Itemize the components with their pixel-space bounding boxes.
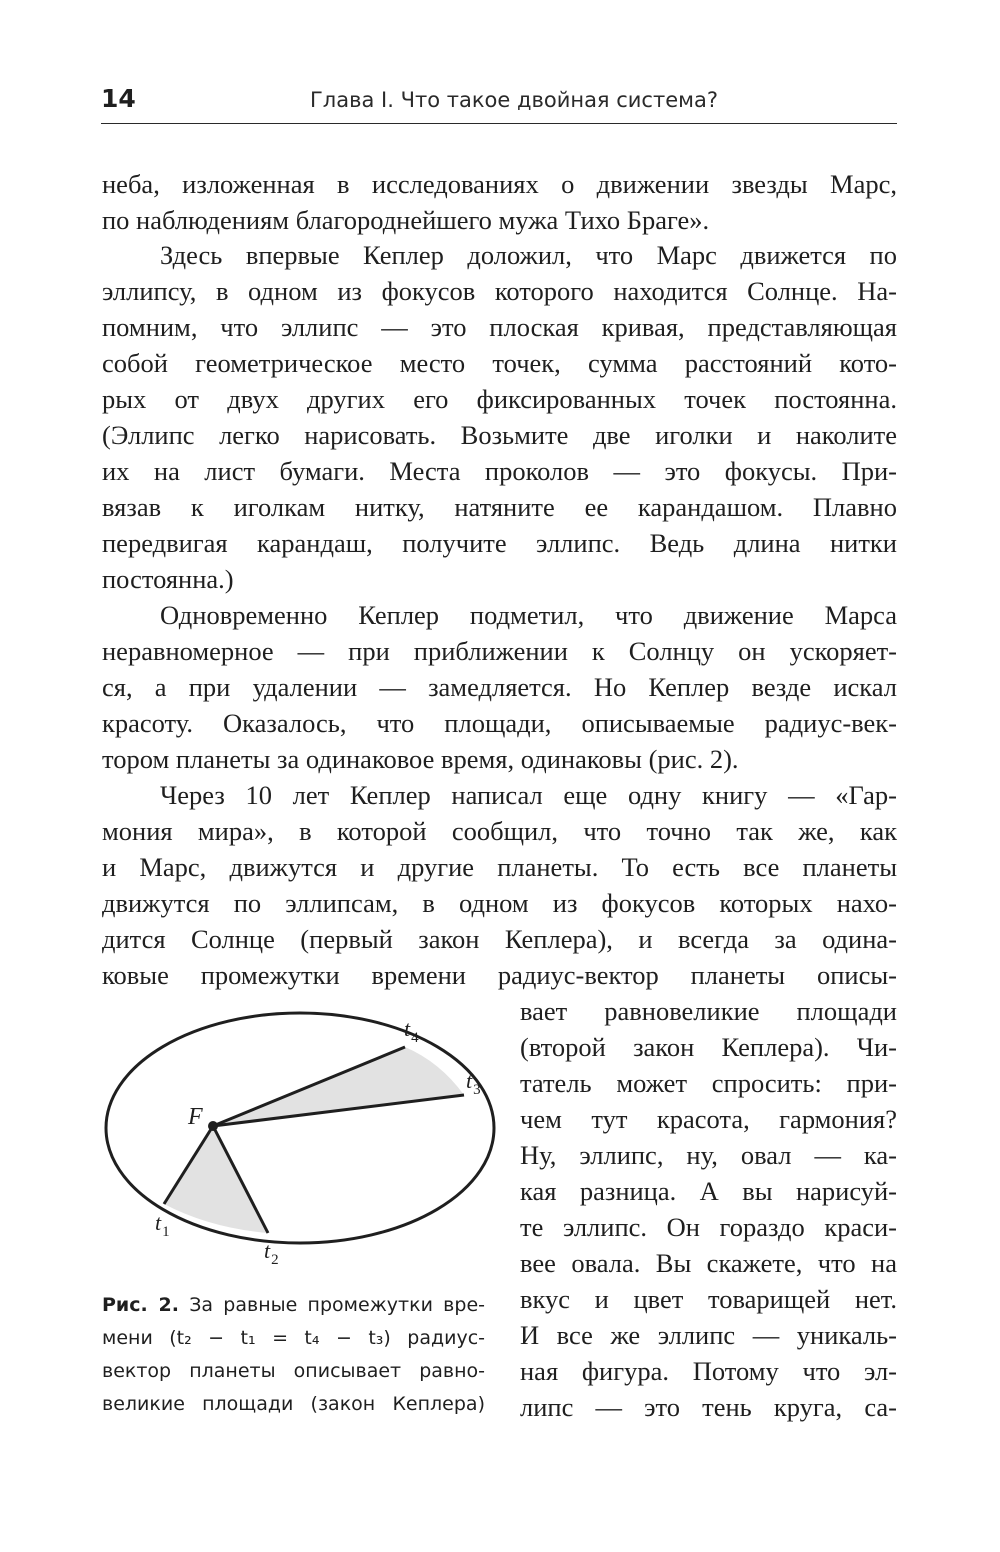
body-line: тором планеты за одинаковое время, одинаковы (рис. 2). — [102, 744, 739, 774]
body-line: ся, а при удалении — замедляется. Но Кеплер везде искал — [102, 672, 897, 702]
body-line: неба, изложенная в исследованиях о движении звезды Марс, — [102, 169, 897, 199]
body-line: собой геометрическое место точек, сумма расстояний кото- — [102, 348, 897, 378]
sector-t3-t4 — [213, 1047, 464, 1126]
figure-caption-line: вектор планеты описывает равно- — [102, 1360, 485, 1382]
column-line: Ну, эллипс, ну, овал — ка- — [520, 1140, 897, 1170]
label-t1: $t_1$ — [155, 1210, 170, 1240]
body-line: по наблюдениям благороднейшего мужа Тихо Браге». — [102, 205, 710, 235]
body-line: движутся по эллипсам, в одном из фокусов которых нахо- — [102, 888, 897, 918]
body-line: красоту. Оказалось, что площади, описываемые радиус-век- — [102, 708, 897, 738]
header-rule — [101, 123, 897, 124]
column-line: (второй закон Кеплера). Чи- — [520, 1032, 897, 1062]
body-line: (Эллипс легко нарисовать. Возьмите две иголки и наколите — [102, 420, 897, 450]
body-line: дится Солнце (первый закон Кеплера), и всегда за одина- — [102, 924, 897, 954]
column-line: чем тут красота, гармония? — [520, 1104, 897, 1134]
column-line: липс — это тень круга, са- — [520, 1392, 897, 1422]
label-t4: $t_4$ — [404, 1016, 419, 1046]
column-line: вает равновеликие площади — [520, 996, 897, 1026]
column-line: те эллипс. Он гораздо краси- — [520, 1212, 897, 1242]
body-line: передвигая карандаш, получите эллипс. Ведь длина нитки — [102, 528, 897, 558]
focus-label: F — [188, 1104, 203, 1130]
body-line: ковые промежутки времени радиус-вектор планеты описы- — [102, 960, 897, 990]
caption-label: Рис. 2. — [102, 1294, 179, 1316]
kepler-ellipse-figure — [100, 1010, 500, 1280]
body-line: Здесь впервые Кеплер доложил, что Марс движется по — [160, 240, 897, 270]
body-line: неравномерное — при приближении к Солнцу он ускоряет- — [102, 636, 897, 666]
body-line: и Марс, движутся и другие планеты. То есть все планеты — [102, 852, 897, 882]
page-number: 14 — [101, 84, 136, 113]
figure-caption-line — [102, 1296, 485, 1315]
label-t3: $t_3$ — [466, 1068, 481, 1098]
body-line: постоянна.) — [102, 564, 234, 594]
running-head: Глава I. Что такое двойная система? — [310, 88, 718, 112]
label-t2: $t_2$ — [264, 1238, 279, 1268]
body-line: их на лист бумаги. Места проколов — это фокусы. При- — [102, 456, 897, 486]
caption-text: За равные промежутки вре- — [189, 1294, 485, 1316]
column-line: ная фигура. Потому что эл- — [520, 1356, 897, 1386]
body-line: помним, что эллипс — это плоская кривая, представляющая — [102, 312, 897, 342]
body-line: мония мира», в которой сообщил, что точно так же, как — [102, 816, 897, 846]
body-line: Через 10 лет Кеплер написал еще одну книгу — «Гар- — [160, 780, 897, 810]
focus-point — [208, 1121, 218, 1131]
column-line: вее овала. Вы скажете, что на — [520, 1248, 897, 1278]
body-line: эллипсу, в одном из фокусов которого находится Солнце. На- — [102, 276, 897, 306]
column-line: татель может спросить: при- — [520, 1068, 897, 1098]
orbit-ellipse — [106, 1013, 494, 1243]
body-line: рых от двух других его фиксированных точек постоянна. — [102, 384, 897, 414]
column-line: вкус и цвет товарищей нет. — [520, 1284, 897, 1314]
figure-caption-line: великие площади (закон Кеплера) — [102, 1393, 485, 1415]
figure-caption-line: мени (t₂ − t₁ = t₄ − t₃) радиус- — [102, 1327, 485, 1349]
column-line: кая разница. А вы нарисуй- — [520, 1176, 897, 1206]
body-line: Одновременно Кеплер подметил, что движение Марса — [160, 600, 897, 630]
body-line: вязав к иголкам нитку, натяните ее карандашом. Плавно — [102, 492, 897, 522]
column-line: И все же эллипс — уникаль- — [520, 1320, 897, 1350]
